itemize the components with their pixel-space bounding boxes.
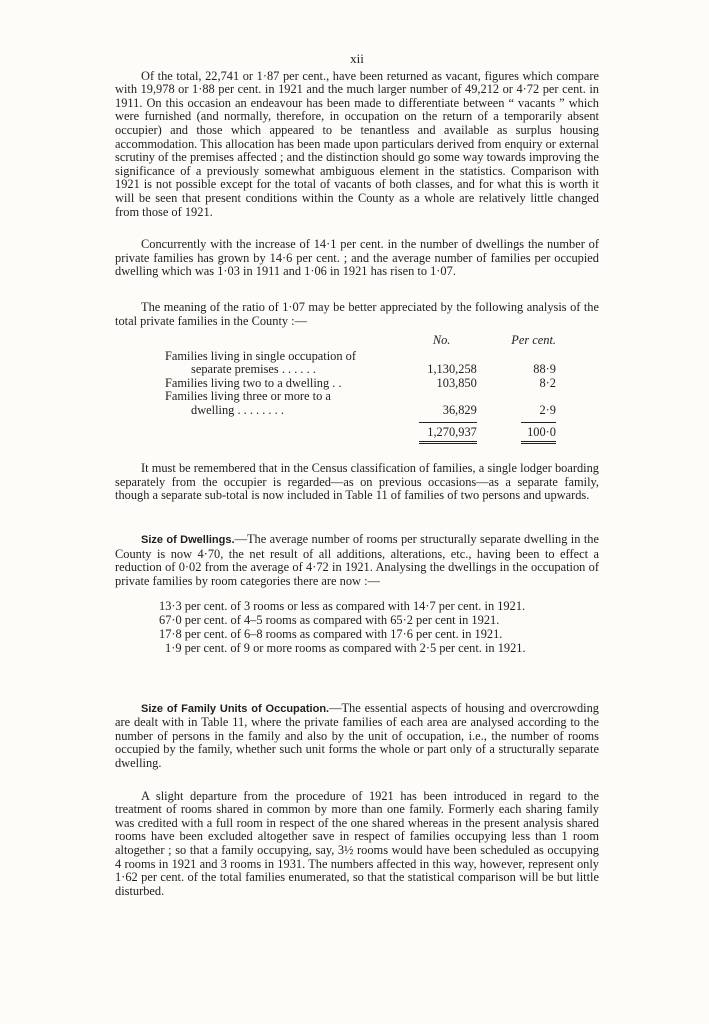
row-percent: 2·9	[539, 403, 556, 418]
row-label: Families living in single occupation of	[165, 348, 356, 363]
page-number: xii	[350, 51, 364, 66]
row-number: 103,850	[436, 375, 477, 390]
col-header-percent: Per cent.	[511, 333, 556, 348]
table-row	[165, 390, 560, 404]
list-item: 17·8 per cent. of 6–8 rooms as compared with 17·6 per cent. in 1921.	[159, 627, 503, 641]
paragraph-departure: A slight departure from the procedure of 1921 has been introduced in regard to the treatment of rooms shared in common by more than one family. Formerly each sharing family was credited with a full room in respect of the one shared whereas in the present analysis shared rooms have been excluded altogether save in respect of families occupying less than 1 room altogether ; so that a family occupying, say, 3½ rooms would have been scheduled as occupying 4 rooms in 1921 and 3 rooms in 1931. The numbers affected in this way, however, represent only 1·62 per cent. of the total families enumerated, so that the statistical comparison will be but little disturbed.	[115, 788, 599, 898]
list-item: 1·9 per cent. of 9 or more rooms as compared with 2·5 per cent. in 1921.	[165, 640, 526, 655]
families-table	[165, 334, 560, 444]
document-page	[115, 52, 599, 898]
heading-family-units: Size of Family Units of Occupation.	[141, 702, 330, 715]
paragraph-ratio: The meaning of the ratio of 1·07 may be better appreciated by the following analysis of the total private families in the County :—	[115, 299, 599, 328]
row-percent: 88·9	[533, 362, 556, 377]
family-units-text: —The essential aspects of housing and overcrowding are dealt with in Table 11, where the private families of each area are analysed according to the number of persons in the family and also by the unit of occupation, i.e., the number of rooms occupied by the family, whether such unit forms the whole or part only of a structurally separate dwelling.	[115, 700, 599, 770]
col-header-no: No.	[432, 333, 451, 348]
row-label-cont: separate premises . . . . . .	[191, 362, 316, 377]
list-item: 13·3 per cent. of 3 rooms or less as compared with 14·7 per cent. in 1921.	[159, 599, 526, 614]
table-header-row	[165, 334, 560, 350]
row-percent: 8·2	[539, 375, 556, 390]
size-of-dwellings-text: —The average number of rooms per structurally separate dwelling in the County is now 4·70, the net result of all additions, alterations, etc., having been to effect a reduction of 0·02 from the average of 4·72 in 1921. Analysing the dwellings in the occupation of private families by room categories there are now :—	[115, 532, 600, 588]
section-family-units	[115, 702, 599, 771]
row-label-cont: dwelling . . . . . . . .	[191, 403, 284, 418]
row-label: Families living two to a dwelling . .	[165, 375, 342, 390]
paragraph-vacant: Of the total, 22,741 or 1·87 per cent., have been returned as vacant, figures which compare with 19,978 or 1·88 per cent. in 1921 and the much larger number of 49,212 or 4·72 per cent. in 1911. On this occasion an endeavour has been made to differentiate between “ vacants ” which were furnished (and normally, therefore, in occupation on the return of a temporarily absent occupier) and those which appeared to be tenantless and available as surplus housing accommodation. This allocation has been made upon particulars derived from enquiry or external scrutiny of the premises affected ; and the distinction should go some way towards improving the significance of a previously somewhat ambiguous element in the statistics. Comparison with 1921 is not possible except for the total of vacants of both classes, and for what this is worth it will be seen that present conditions within the County as a whole are relatively little changed from those of 1921.	[115, 68, 599, 219]
table-row	[165, 363, 560, 377]
row-number: 36,829	[442, 403, 477, 418]
total-number: 1,270,937	[419, 422, 477, 445]
section-size-of-dwellings	[115, 533, 599, 588]
heading-size-of-dwellings: Size of Dwellings.	[141, 534, 235, 547]
list-item: 67·0 per cent. of 4–5 rooms as compared with 65·2 per cent in 1921.	[159, 613, 500, 628]
table-total-row	[165, 418, 560, 445]
row-number: 1,130,258	[427, 362, 477, 377]
row-label: Families living three or more to a	[165, 389, 331, 404]
total-percent: 100·0	[521, 422, 556, 445]
paragraph-census: It must be remembered that in the Census classification of families, a single lodger boarding separately from the occupier is regarded—as on previous occasions—as a separate family, though a separate sub-total is now included in Table 11 of families of two persons and upwards.	[115, 461, 599, 503]
table-row	[165, 350, 560, 364]
table-row	[165, 404, 560, 418]
room-categories-list	[159, 600, 599, 655]
table-row	[165, 377, 560, 391]
paragraph-increase: Concurrently with the increase of 14·1 per cent. in the number of dwellings the number of private families has grown by 14·6 per cent. ; and the average number of families per occupied dwelling which was 1·03 in 1911 and 1·06 in 1921 has risen to 1·07.	[115, 237, 599, 279]
